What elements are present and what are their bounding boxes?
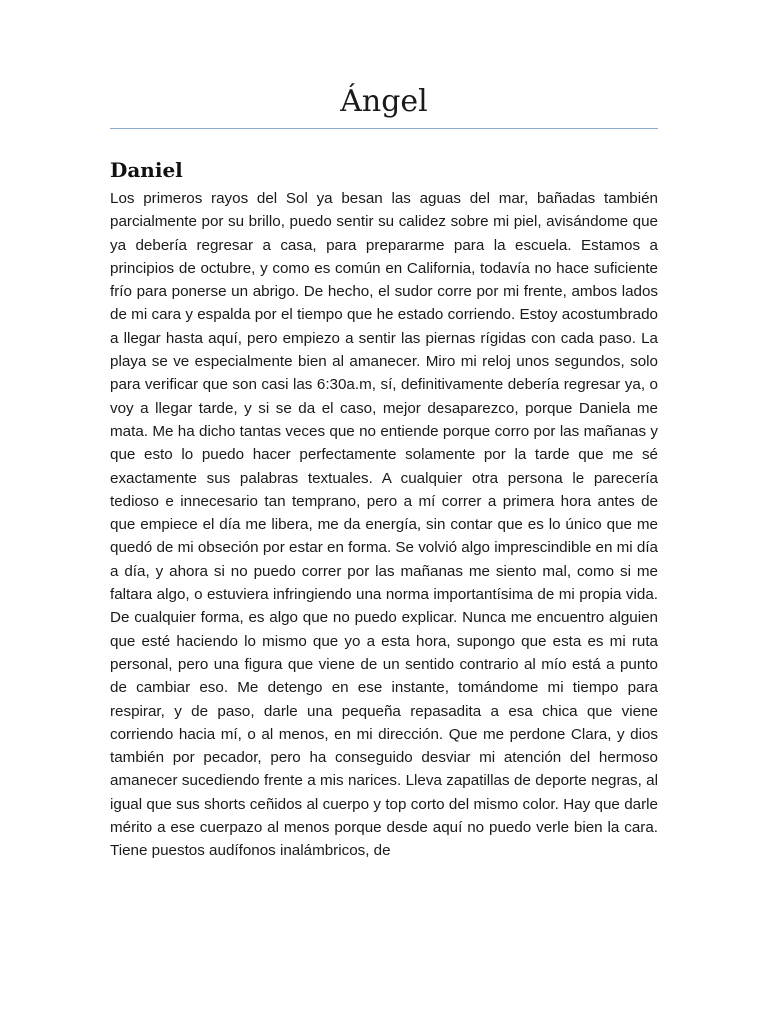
title-divider — [110, 128, 658, 129]
document-title: Ángel — [340, 84, 428, 119]
section-heading: Daniel — [110, 158, 183, 182]
body-paragraph: Los primeros rayos del Sol ya besan las aguas del mar, bañadas también parcialmente por su brillo, puedo sentir su calidez sobre mi piel, avisándome que ya debería regresar a casa, para prepararme para la escuela. Estamos a principios de octubre, y como es común en California, todavía no hace suficiente frío para ponerse un abrigo. De hecho, el sudor corre por mi frente, ambos lados de mi cara y espalda por el tiempo que he estado corriendo. Estoy acostumbrado a llegar hasta aquí, pero empiezo a sentir las piernas rígidas con cada paso. La playa se ve especialmente bien al amanecer. Miro mi reloj unos segundos, solo para verificar que son casi las 6:30a.m, sí, definitivamente debería regresar ya, o voy a llegar tarde, y si se da el caso, mejor desaparezco, porque Daniela me mata. Me ha dicho tantas veces que no entiende porque corro por las mañanas y que esto lo puedo hacer perfectamente solamente por la tarde que me sé exactamente sus palabras textuales. A cualquier otra persona le parecería tedioso e innecesario tan temprano, pero a mí correr a primera hora antes de que empiece el día me libera, me da energía, sin contar que es lo único que me quedó de mi obseción por estar en forma. Se volvió algo imprescindible en mi día a día, y ahora si no puedo correr por las mañanas me siento mal, como si me faltara algo, o estuviera infringiendo una norma importantísima de mi propia vida. De cualquier forma, es algo que no puedo explicar. Nunca me encuentro alguien que esté haciendo lo mismo que yo a esta hora, supongo que esta es mi ruta personal, pero una figura que viene de un sentido contrario al mío está a punto de cambiar eso. Me detengo en ese instante, tomándome mi tiempo para respirar, y de paso, darle una pequeña repasadita a esa chica que viene corriendo hacia mí, o al menos, en mi dirección. Que me perdone Clara, y dios también por pecador, pero ha conseguido desviar mi atención del hermoso amanecer sucediendo frente a mis narices. Lleva zapatillas de deporte negras, al igual que sus shorts ceñidos al cuerpo y top corto del mismo color. Hay que darle mérito a ese cuerpazo al menos porque desde aquí no puedo verle bien la cara. Tiene puestos audífonos inalámbricos, de — [110, 190, 658, 860]
document-page — [110, 82, 658, 863]
